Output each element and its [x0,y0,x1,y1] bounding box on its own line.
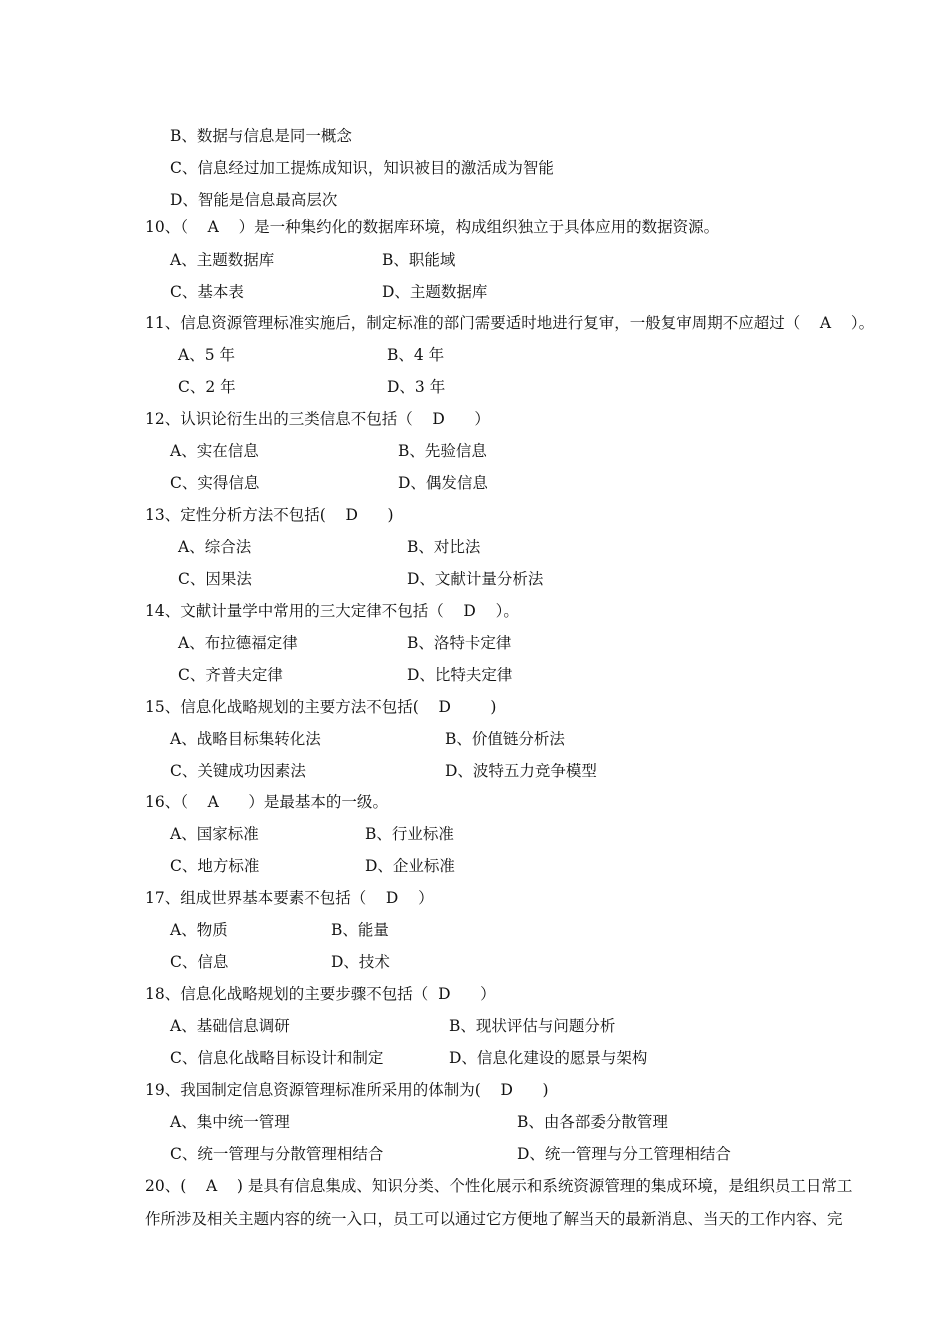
question-13: 13、定性分析方法不包括( D ) [145,506,394,524]
q12-option-c: C、实得信息 [170,474,260,492]
q18-option-a: A、基础信息调研 [170,1017,290,1035]
q15-option-a: A、战略目标集转化法 [170,730,321,748]
q14-option-a: A、布拉德福定律 [178,634,298,652]
q13-option-c: C、因果法 [178,570,252,588]
q17-option-d: D、技术 [331,953,390,971]
q16-option-c: C、地方标准 [170,857,260,875]
q13-option-d: D、文献计量分析法 [407,570,544,588]
q16-option-a: A、国家标准 [170,825,259,843]
q17-option-a: A、物质 [170,921,228,939]
question-20-line-1: 20、( A ) 是具有信息集成、知识分类、个性化展示和系统资源管理的集成环境，是组织员工日常工 [145,1177,853,1195]
q12-option-d: D、偶发信息 [398,474,488,492]
q17-option-b: B、能量 [331,921,389,939]
q14-option-b: B、洛特卡定律 [407,634,512,652]
question-17: 17、组成世界基本要素不包括（ D ） [145,889,434,907]
q16-option-d: D、企业标准 [365,857,455,875]
q14-option-c: C、齐普夫定律 [178,666,283,684]
q19-option-b: B、由各部委分散管理 [517,1113,668,1131]
q14-option-d: D、比特夫定律 [407,666,513,684]
q10-option-c: C、基本表 [170,283,244,301]
q10-option-a: A、主题数据库 [170,251,275,269]
q13-option-a: A、综合法 [178,538,252,556]
question-15: 15、信息化战略规划的主要方法不包括( D ) [145,698,497,716]
q18-option-b: B、现状评估与问题分析 [449,1017,616,1035]
question-19: 19、我国制定信息资源管理标准所采用的体制为( D ) [145,1081,549,1099]
q13-option-b: B、对比法 [407,538,481,556]
q18-option-d: D、信息化建设的愿景与架构 [449,1049,648,1067]
question-12: 12、认识论衍生出的三类信息不包括（ D ） [145,410,490,428]
option-c-text: C、信息经过加工提炼成知识，知识被目的激活成为智能 [170,159,554,177]
q10-option-b: B、职能域 [382,251,456,269]
q19-option-d: D、统一管理与分工管理相结合 [517,1145,731,1163]
question-11: 11、信息资源管理标准实施后，制定标准的部门需要适时地进行复审，一般复审周期不应超过（ A ）。 [145,314,875,332]
q11-option-d: D、3 年 [387,378,446,396]
question-10: 10、（ A ）是一种集约化的数据库环境，构成组织独立于具体应用的数据资源。 [145,218,720,236]
q16-option-b: B、行业标准 [365,825,454,843]
q19-option-a: A、集中统一管理 [170,1113,290,1131]
q12-option-a: A、实在信息 [170,442,259,460]
q17-option-c: C、信息 [170,953,229,971]
q15-option-b: B、价值链分析法 [445,730,565,748]
option-b-text: B、数据与信息是同一概念 [170,127,352,145]
q15-option-c: C、关键成功因素法 [170,762,306,780]
q12-option-b: B、先验信息 [398,442,487,460]
question-18: 18、信息化战略规划的主要步骤不包括（ D ） [145,985,496,1003]
question-20-line-2: 作所涉及相关主题内容的统一入口，员工可以通过它方便地了解当天的最新消息、当天的工作内容、完 [145,1210,843,1228]
q11-option-a: A、5 年 [178,346,235,364]
q11-option-b: B、4 年 [387,346,445,364]
question-16: 16、（ A ）是最基本的一级。 [145,793,388,811]
q19-option-c: C、统一管理与分散管理相结合 [170,1145,384,1163]
question-14: 14、文献计量学中常用的三大定律不包括（ D ）。 [145,602,519,620]
q15-option-d: D、波特五力竞争模型 [445,762,597,780]
q10-option-d: D、主题数据库 [382,283,488,301]
q18-option-c: C、信息化战略目标设计和制定 [170,1049,384,1067]
q11-option-c: C、2 年 [178,378,236,396]
option-d-text: D、智能是信息最高层次 [170,191,338,209]
